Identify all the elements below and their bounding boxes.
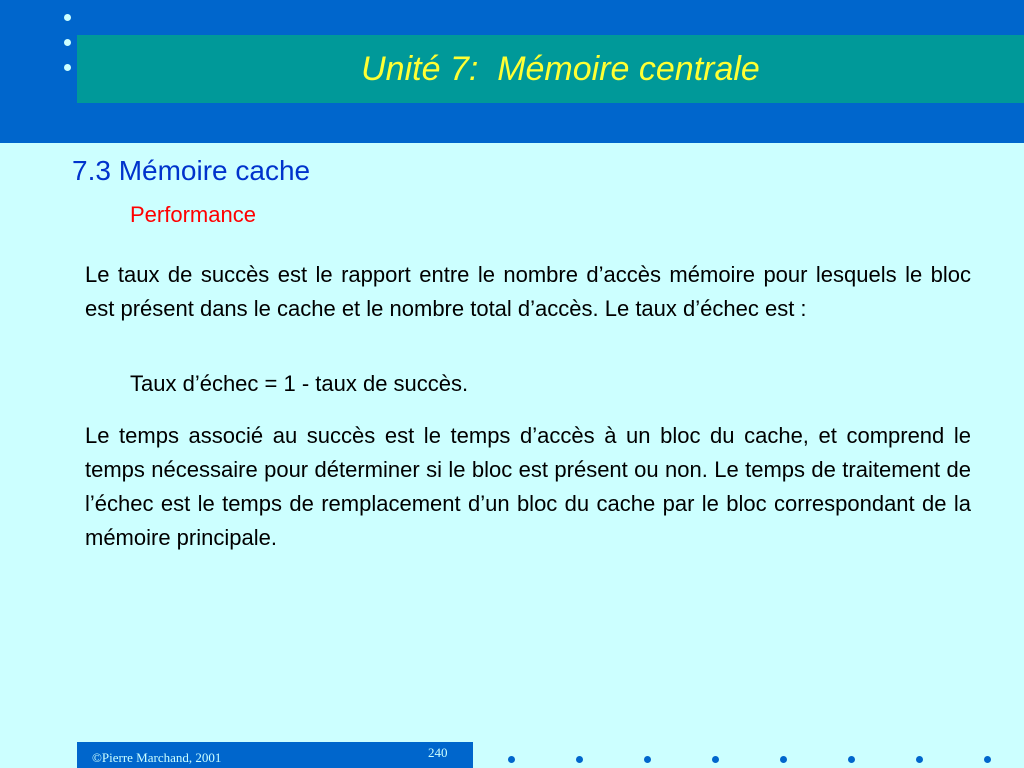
page-number: 240 — [428, 745, 448, 760]
slide-title: Unité 7: Mémoire centrale — [361, 49, 760, 88]
footer-copyright: ©Pierre Marchand, 2001 — [92, 750, 222, 765]
header-dot — [64, 14, 71, 21]
footer-dot — [848, 756, 855, 763]
paragraph-access-time: Le temps associé au succès est le temps d’accès à un bloc du cache, et comprend le temps nécessaire pour déterminer si le bloc est présent ou non. Le temps de traitement de l’échec est le temps de remplacement d’un bloc du cache par le bloc correspondant de la mémoire principale. — [85, 423, 971, 550]
footer-dot — [712, 756, 719, 763]
paragraph-success-rate: Le taux de succès est le rapport entre le nombre d’accès mémoire pour lesquels le bloc est présent dans le cache et le nombre total d’accès. Le taux d’échec est : — [85, 262, 971, 321]
side-band — [0, 0, 57, 143]
footer-dot — [508, 756, 515, 763]
footer-dot — [576, 756, 583, 763]
footer-dot — [916, 756, 923, 763]
footer-dot — [780, 756, 787, 763]
section-heading: 7.3 Mémoire cache — [72, 155, 311, 186]
footer-dot — [984, 756, 991, 763]
subheading: Performance — [130, 202, 256, 227]
footer-dot — [644, 756, 651, 763]
header-dot — [64, 64, 71, 71]
header-dot — [64, 39, 71, 46]
formula-miss-rate: Taux d’échec = 1 - taux de succès. — [130, 371, 469, 396]
title-box — [77, 35, 1024, 103]
